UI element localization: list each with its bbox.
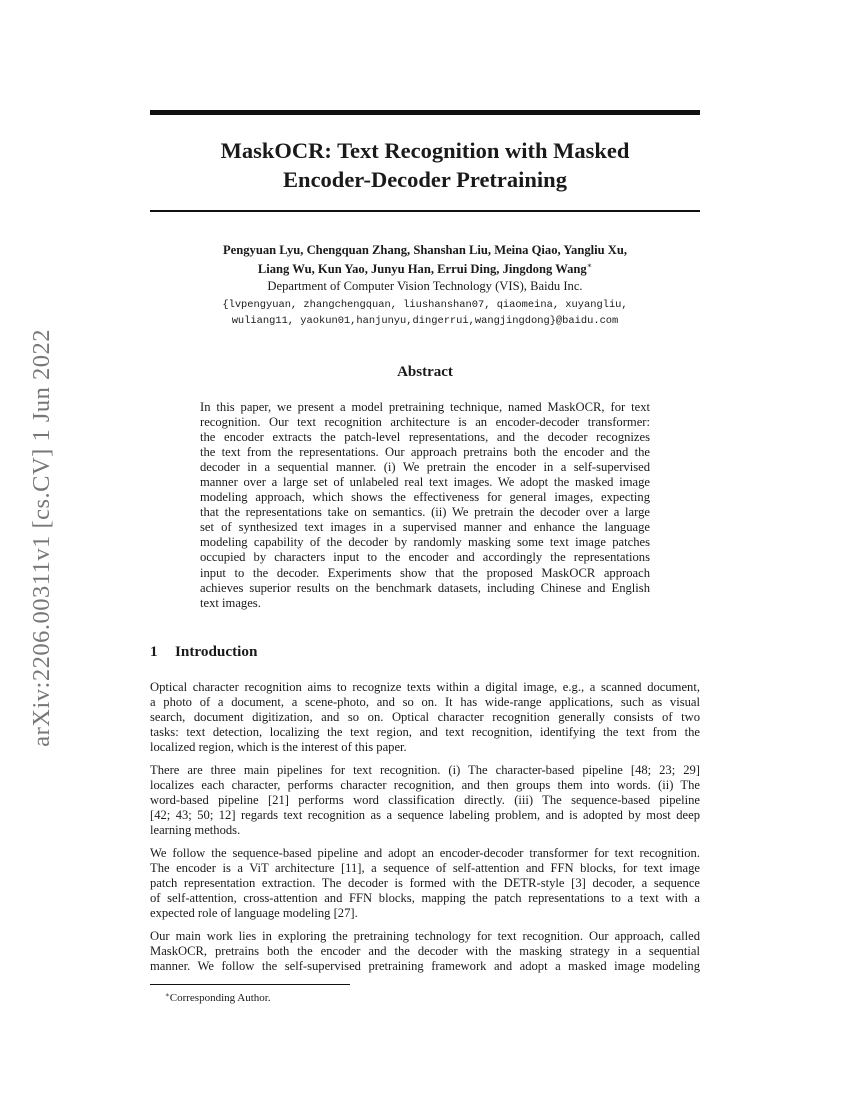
author-line: Pengyuan Lyu, Chengquan Zhang, Shanshan Liu, Meina Qiao, Yangliu Xu, — [222, 243, 628, 257]
abstract-line: the encoder extracts the patch-level representations, and the decoder recognizes — [200, 430, 650, 445]
abstract-line: occupied by characters input to the encoder and accordingly the representations — [200, 550, 650, 565]
author-names: Liang Wu, Kun Yao, Junyu Han, Errui Ding, Jingdong Wang — [257, 262, 587, 277]
title-top-rule — [150, 110, 700, 115]
author-line — [150, 258, 700, 277]
abstract-line: manner over a large set of unlabeled real text images. We adopt the masked image — [200, 475, 650, 490]
abstract-line: achieves superior results on the benchmark datasets, including Chinese and English — [200, 580, 650, 595]
intro-paragraph — [150, 929, 700, 974]
section-title: Introduction — [175, 643, 258, 660]
abstract-line: set of synthesized text images in a supervised manner and enhance the language — [200, 520, 650, 535]
abstract-line: In this paper, we present a model pretraining technique, named MaskOCR, for text — [200, 400, 650, 414]
intro-paragraph — [150, 763, 700, 838]
paragraph-line: a photo of a document, a scene-photo, and so on. It has wide-range applications, such as visual — [150, 695, 700, 710]
paper-title — [150, 136, 700, 194]
title-bottom-rule — [150, 210, 700, 212]
arxiv-identifier — [20, 300, 64, 775]
paragraph-line: tasks: text detection, localizing the text region, and text recognition, identifying the text from the — [150, 725, 700, 740]
paragraph-line: manner. We follow the self-supervised pretraining framework and adopt a masked image modeling — [150, 959, 700, 974]
paragraph-line: search, document digitization, and so on. Optical character recognition generally consists of two — [150, 710, 700, 725]
paragraph-line: We follow the sequence-based pipeline and adopt an encoder-decoder transformer for text recognition. — [150, 846, 700, 860]
email-line: {lvpengyuan, zhangchengquan, liushanshan07, qiaomeina, xuyangliu, — [222, 299, 628, 311]
abstract-line: modeling approach, which shows the effectiveness for general images, expecting — [200, 490, 650, 505]
title-line: MaskOCR: Text Recognition with Masked — [220, 138, 630, 163]
abstract-line: decoder in a sequential manner. (i) We pretrain the encoder in a self-supervised — [200, 460, 650, 475]
affiliation: Department of Computer Vision Technology (VIS), Baidu Inc. — [267, 279, 583, 293]
intro-paragraph — [150, 846, 700, 921]
title-line: Encoder-Decoder Pretraining — [283, 167, 567, 192]
paragraph-line: expected role of language modeling [27]. — [150, 906, 358, 921]
abstract-line: that the representations take on semantics. (ii) We pretrain the decoder over a large — [200, 505, 650, 520]
paragraph-line: of self-attention, cross-attention and FFN blocks, mapping the patch representations to a text with a — [150, 891, 700, 906]
author-list — [150, 242, 700, 277]
abstract-line: modeling capability of the decoder by randomly masking some text image patches — [200, 535, 650, 550]
paragraph-line: Optical character recognition aims to recognize texts within a digital image, e.g., a scanned document, — [150, 680, 700, 694]
footnote — [165, 988, 271, 1005]
section-number: 1 — [150, 643, 158, 660]
abstract-heading: Abstract — [397, 364, 453, 380]
paragraph-line: learning methods. — [150, 823, 241, 838]
paragraph-line: The encoder is a ViT architecture [11], a sequence of self-attention and FFN blocks, for text image — [150, 861, 700, 876]
author-emails — [150, 297, 700, 329]
abstract-line: input to the decoder. Experiments show that the proposed MaskOCR approach — [200, 565, 650, 580]
paragraph-line: MaskOCR, pretrains both the encoder and the decoder with the masking strategy in a sequential — [150, 944, 700, 959]
footnote-mark: ∗ — [165, 991, 170, 999]
paragraph-line: localized region, which is the interest of this paper. — [150, 740, 407, 755]
intro-paragraph — [150, 680, 700, 755]
paragraph-line: word-based pipeline [21] performs word classification directly. (iii) The sequence-based pipeline — [150, 793, 700, 808]
arxiv-identifier-text: arXiv:2206.00311v1 [cs.CV] 1 Jun 2022 — [28, 328, 55, 747]
abstract-line: the text from the representations. Our approach pretrains both the encoder and the — [200, 445, 650, 460]
footnote-text: Corresponding Author. — [169, 992, 271, 1004]
paragraph-line: localizes each character, performs character recognition, and then groups them into words. (ii) The — [150, 778, 700, 793]
abstract-line: text images. — [200, 595, 261, 610]
paragraph-line: [42; 43; 50; 12] regards text recognition as a sequence labeling problem, and is adopted by most deep — [150, 808, 700, 823]
section-heading-introduction — [150, 643, 257, 661]
email-line: wuliang11, yaokun01,hanjunyu,dingerrui,wangjingdong}@baidu.com — [231, 315, 619, 327]
corresponding-author-mark: ∗ — [586, 261, 593, 270]
paragraph-line: patch representation extraction. The decoder is formed with the DETR-style [3] decoder, a sequence — [150, 876, 700, 891]
abstract-body — [200, 400, 650, 611]
abstract-line: recognition. Our text recognition architecture is an encoder-decoder transformer: — [200, 415, 650, 430]
paragraph-line: Our main work lies in exploring the pretraining technology for text recognition. Our approach, called — [150, 929, 700, 943]
paragraph-line: There are three main pipelines for text recognition. (i) The character-based pipeline [48; 23; 29] — [150, 763, 700, 777]
footnote-rule — [150, 984, 350, 985]
